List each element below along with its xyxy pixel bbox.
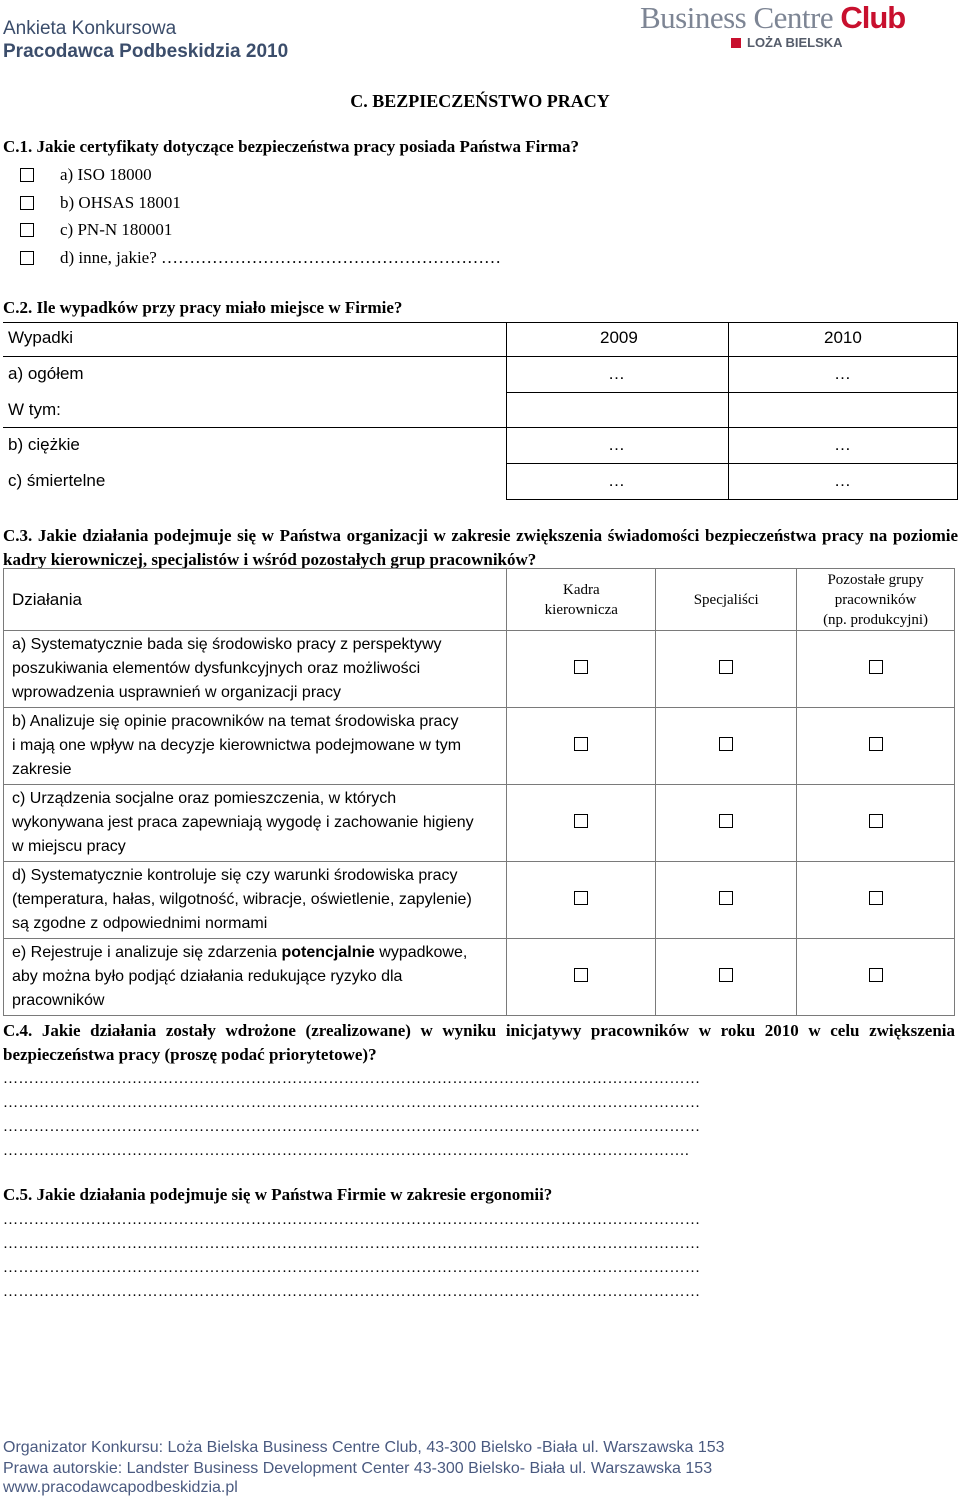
cell [507, 708, 656, 785]
question-c4: C.4. Jakie działania zostały wdrożone (zrealizowane) w wyniku inicjatywy pracowników w roku 2010 w celu zwiększenia bezpieczeństwa pracy (proszę podać priorytetowe)? [3, 1021, 955, 1064]
actions-table [3, 568, 955, 1016]
question-c3: C.3. Jakie działania podejmuje się w Państwa organizacji w zakresie zwiększenia świadomości bezpieczeństwa pracy na poziomie kadry kierowniczej, specjalistów i wśród pozostałych grup pracowników? [3, 526, 958, 569]
cell [507, 785, 656, 862]
table-header-row [4, 569, 955, 631]
row-including-label: W tym: [8, 400, 61, 419]
text-line: b) Analizuje się opinie pracowników na temat środowiska pracy [12, 713, 459, 730]
option-pn-n-180001[interactable] [20, 220, 172, 240]
action-a-text [4, 631, 507, 708]
footer-website-link[interactable]: www.pracodawcapodbeskidzia.pl [3, 1479, 238, 1496]
other-groups-header [797, 569, 955, 631]
text-line [12, 941, 498, 965]
checkbox[interactable] [574, 737, 588, 751]
answer-line[interactable]: ……………………………………………………………………………………………………………………… [3, 1119, 701, 1135]
checkbox[interactable] [574, 891, 588, 905]
text-line: (temperatura, hałas, wilgotność, wibracje, oświetlenie, zapylenie) [12, 891, 472, 908]
year-2010-header: 2010 [824, 328, 862, 347]
specialists-header: Specjaliści [656, 569, 797, 631]
footer-copyright: Prawa autorskie: Landster Business Development Center 43-300 Bielsko- Biała ul. Warszawska 153 [3, 1460, 713, 1477]
cell [656, 708, 797, 785]
bcc-logo [640, 0, 905, 36]
action-b-text [4, 708, 507, 785]
text-line: i mają one wpływ na decyzje kierownictwa podejmowane w tym [12, 737, 462, 754]
checkbox[interactable] [869, 814, 883, 828]
cell [797, 708, 955, 785]
logo-main-text: Business Centre [640, 0, 834, 35]
text-line: poszukiwania elementów dysfunkcyjnych oraz możliwości [12, 660, 421, 677]
option-iso-18000[interactable] [20, 165, 152, 185]
table-row [4, 708, 955, 785]
text-line: są zgodne z odpowiednimi normami [12, 915, 268, 932]
text-line: a) Systematycznie bada się środowisko pracy z perspektywy [12, 636, 442, 653]
managers-header [507, 569, 656, 631]
answer-line[interactable]: ……………………………………………………………………………………………………………………… [3, 1284, 701, 1300]
cell [507, 939, 656, 1016]
checkbox[interactable] [719, 660, 733, 674]
row-fatal-2010[interactable]: … [834, 471, 851, 490]
section-title: C. BEZPIECZEŃSTWO PRACY [350, 91, 610, 111]
cell [797, 631, 955, 708]
option-label: a) ISO 18000 [60, 165, 152, 184]
cell [656, 939, 797, 1016]
header-line: Pozostałe grupy [827, 571, 924, 588]
emphasis-text: potencjalnie [281, 944, 375, 961]
row-total-2009[interactable]: … [608, 364, 625, 383]
header-line: pracowników [834, 591, 917, 608]
option-label: d) inne, jakie? …………………………………………………… [60, 248, 502, 267]
footer-organizer: Organizator Konkursu: Loża Bielska Business Centre Club, 43-300 Bielsko -Biała ul. Warszawska 153 [3, 1439, 725, 1456]
checkbox[interactable] [20, 251, 34, 265]
logo-subtitle [731, 35, 843, 50]
text-line: d) Systematycznie kontroluje się czy warunki środowiska pracy [12, 867, 458, 884]
text-line: wprowadzenia usprawnień w organizacji pracy [12, 684, 342, 701]
question-c2: C.2. Ile wypadków przy pracy miało miejsce w Firmie? [3, 298, 403, 317]
logo-sub-text: LOŻA BIELSKA [747, 35, 843, 50]
header-contest-name: Pracodawca Podbeskidzia 2010 [3, 41, 289, 62]
cell [656, 631, 797, 708]
cell [507, 631, 656, 708]
checkbox[interactable] [719, 737, 733, 751]
header-line: (np. produkcyjni) [823, 611, 929, 628]
row-total-label: a) ogółem [8, 364, 84, 383]
checkbox[interactable] [719, 814, 733, 828]
checkbox[interactable] [574, 968, 588, 982]
answer-line[interactable]: ……………………………………………………………………………………………………………………… [3, 1260, 701, 1276]
text-part: wypadkowe, [374, 944, 468, 961]
checkbox[interactable] [20, 168, 34, 182]
text-line: zakresie [12, 761, 72, 778]
question-c1: C.1. Jakie certyfikaty dotyczące bezpieczeństwa pracy posiada Państwa Firma? [3, 137, 580, 156]
action-d-text [4, 862, 507, 939]
cell [656, 785, 797, 862]
header-line: kierownicza [544, 601, 618, 618]
row-total-2010[interactable]: … [834, 364, 851, 383]
checkbox[interactable] [869, 891, 883, 905]
checkbox[interactable] [574, 660, 588, 674]
answer-line[interactable]: ……………………………………………………………………………………………………………………. [3, 1143, 690, 1159]
question-c5: C.5. Jakie działania podejmuje się w Państwa Firmie w zakresie ergonomii? [3, 1185, 553, 1204]
answer-line[interactable]: ……………………………………………………………………………………………………………………… [3, 1071, 701, 1087]
cell [507, 862, 656, 939]
action-e-text [4, 939, 507, 1016]
text-line: c) Urządzenia socjalne oraz pomieszczenia, w których [12, 790, 397, 807]
answer-line[interactable]: ……………………………………………………………………………………………………………………… [3, 1095, 701, 1111]
cell [797, 939, 955, 1016]
year-2009-header: 2009 [600, 328, 638, 347]
option-label: c) PN-N 180001 [60, 220, 173, 239]
row-serious-2010[interactable]: … [834, 435, 851, 454]
cell [656, 862, 797, 939]
logo-club-text: Club [840, 0, 906, 35]
answer-line[interactable]: ……………………………………………………………………………………………………………………… [3, 1212, 701, 1228]
logo-square-icon [731, 38, 741, 48]
accidents-header: Wypadki [8, 328, 74, 347]
checkbox[interactable] [20, 196, 34, 210]
checkbox[interactable] [719, 891, 733, 905]
option-ohsas-18001[interactable] [20, 193, 181, 213]
table-row [4, 631, 955, 708]
header-survey-title: Ankieta Konkursowa [3, 18, 177, 39]
header-line: Kadra [562, 581, 600, 598]
text-line: w miejscu pracy [12, 838, 126, 855]
text-line: wykonywana jest praca zapewniają wygodę i zachowanie higieny [12, 814, 474, 831]
row-serious-2009[interactable]: … [608, 435, 625, 454]
table-row [4, 939, 955, 1016]
row-fatal-label: c) śmiertelne [8, 471, 106, 490]
text-part: e) Rejestruje i analizuje się zdarzenia [12, 944, 282, 961]
text-line: aby można było podjąć działania redukujące ryzyko dla [12, 968, 403, 985]
table-row [4, 785, 955, 862]
checkbox[interactable] [869, 660, 883, 674]
checkbox[interactable] [574, 814, 588, 828]
checkbox[interactable] [869, 737, 883, 751]
cell [797, 785, 955, 862]
actions-header: Działania [4, 569, 507, 631]
option-label: b) OHSAS 18001 [60, 193, 181, 212]
checkbox[interactable] [20, 223, 34, 237]
table-row [4, 862, 955, 939]
action-c-text [4, 785, 507, 862]
row-serious-label: b) ciężkie [8, 435, 80, 454]
option-other[interactable] [20, 248, 501, 268]
checkbox[interactable] [869, 968, 883, 982]
checkbox[interactable] [719, 968, 733, 982]
row-fatal-2009[interactable]: … [608, 471, 625, 490]
cell [797, 862, 955, 939]
text-line: pracowników [12, 992, 105, 1009]
answer-line[interactable]: ……………………………………………………………………………………………………………………… [3, 1236, 701, 1252]
